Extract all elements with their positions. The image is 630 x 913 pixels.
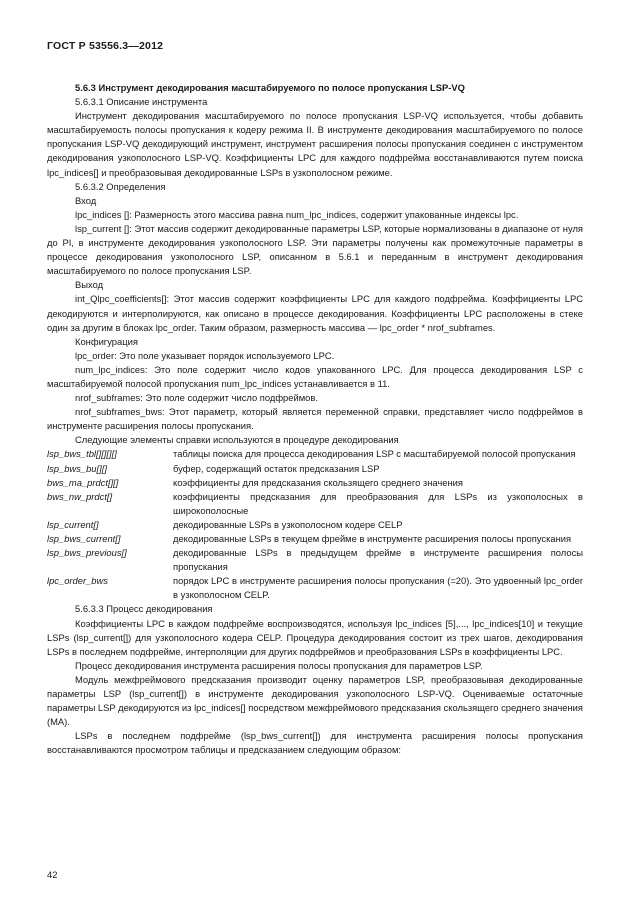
glossary-term: lpc_order_bws — [47, 575, 108, 587]
definition-lsp-current: lsp_current []: Этот массив содержит декодированные параметры LSP, которые нормализованы в диапазоне от нуля до PI, в инструменте декодирования узкополосного LSP. Эти параметры получены как промежуточные параметры в процессе декодирования узкополосного LSP, описанном в 5.6.1 и переданным в инструмент декодирования масштабируемого по полосе пропускания LSP. — [47, 222, 583, 277]
glossary-definition: буфер, содержащий остаток предсказания LSP — [173, 462, 380, 474]
output-label: Выход — [75, 279, 104, 291]
glossary-term: lsp_bws_current[] — [47, 533, 121, 544]
paragraph: Коэффициенты LPC в каждом подфрейме воспроизводятся, используя lpc_indices [5],..., lpc_indices[10] и текущие LSPs (lsp_current[]) для узкополосного кодера CELP. Процедура декодирования состоит из трех шагов, декодирования LSPs в последнем подфрейме, интерполяции для других подфреймов и преобразования LSPs в коэффициенты LPC. — [47, 617, 583, 657]
definition-int-qlpc: int_Qlpc_coefficients[]: Этот массив содержит коэффициенты LPC для каждого подфрейма. Коэффициенты LPC декодируются и интерполируются, как описано в процессе декодирования. Коэффициенты LPC расположены в стеке один за другим в блоках lpc_order. Таким образом, размерность массива — lpc_order * nrof_subframes. — [47, 293, 583, 333]
subsection-title: 5.6.3.1 Описание инструмента — [75, 96, 208, 108]
help-intro: Следующие элементы справки используются в процедуре декодирования — [75, 434, 399, 446]
glossary-definition: коэффициенты для предсказания скользящего среднего значения — [173, 476, 463, 488]
glossary-term: bws_ma_prdct[][] — [47, 476, 119, 488]
glossary-term: lsp_bws_bu[][] — [47, 462, 107, 474]
config-label: Конфигурация — [75, 335, 138, 347]
section-title: 5.6.3 Инструмент декодирования масштабируемого по полосе пропускания LSP-VQ — [75, 82, 465, 93]
paragraph: LSPs в последнем подфрейме (lsp_bws_current[]) для инструмента расширения полосы пропускания восстанавливаются просмотром таблицы и предсказанием следующим образом: — [47, 730, 583, 756]
paragraph: Инструмент декодирования масштабируемого по полосе пропускания LSP-VQ используется, чтобы добавить масштабируемость полосы пропускания к кодеру режима II. В инструменте декодирования масштабируемого по полосе пропускания LSP-VQ декодирующий инструмент, инструмент расширения полосы пропускания соединен с инструментом декодирования узкополосного LSP-VQ. Коэффициенты LPC для каждого подфрейма восстанавливаются путем поиска lpc_indices[] и преобразовывая декодированные LSPs в узкополосном режиме. — [47, 110, 583, 178]
definition-nrof-subframes-bws: nrof_subframes_bws: Этот параметр, который является переменной справки, представляет число подфреймов в инструменте расширения полосы пропускания. — [47, 406, 583, 432]
page-body — [47, 81, 583, 758]
glossary-term: lsp_bws_previous[] — [47, 547, 127, 559]
subsection-title: 5.6.3.2 Определения — [75, 180, 166, 192]
paragraph: Модуль межфреймового предсказания производит оценку параметров LSP, преобразовывая декодированные параметры LSP (lsp_current[]) в инструменте декодирования узкополосного LSP-VQ. Оцениваемые остаточные параметры LSP декодируются из lpc_indices[] посредством межфреймового предсказания скользящего среднего значения (MA). — [47, 673, 583, 728]
paragraph: Процесс декодирования инструмента расширения полосы пропускания для параметров LSP. — [75, 659, 483, 671]
input-label: Вход — [75, 194, 97, 206]
standard-header: ГОСТ Р 53556.3—2012 — [47, 40, 164, 52]
glossary-definition: декодированные LSPs в предыдущем фрейме в инструменте расширения полосы пропускания — [173, 547, 583, 573]
glossary-term: bws_nw_prdct[] — [47, 490, 113, 502]
glossary-definition: порядок LPC в инструменте расширения полосы пропускания (=20). Это удвоенный lpc_order в узкополосном CELP. — [173, 575, 583, 601]
glossary-definition: декодированные LSPs в текущем фрейме в инструменте расширения полосы пропускания — [173, 533, 572, 544]
glossary — [47, 447, 583, 602]
glossary-definition: декодированные LSPs в узкополосном кодере CELP — [173, 518, 403, 530]
page-number: 42 — [47, 869, 58, 880]
definition-lpc-indices: lpc_indices []: Размерность этого массива равна num_lpc_indices, содержит упакованные индексы lpc. — [75, 208, 519, 220]
definition-nrof-subframes: nrof_subframes: Это поле содержит число подфреймов. — [75, 392, 318, 404]
subsection-title: 5.6.3.3 Процесс декодирования — [75, 603, 213, 615]
glossary-definition: коэффициенты предсказания для преобразования для LSPs из узкополосных в широкополосные — [173, 490, 583, 516]
definition-lpc-order: lpc_order: Это поле указывает порядок используемого LPC. — [75, 349, 335, 361]
glossary-term: lsp_current[] — [47, 518, 99, 530]
glossary-term: lsp_bws_tbl[][][][] — [47, 448, 117, 460]
glossary-definition: таблицы поиска для процесса декодирования LSP с масштабируемой полосой пропускания — [173, 448, 576, 460]
definition-num-lpc-indices: num_lpc_indices: Это поле содержит число кодов упакованного LPC. Для процесса декодирования LSP с масштабируемой полосой пропускания num_lpc_indices устанавливается в 11. — [47, 363, 583, 389]
